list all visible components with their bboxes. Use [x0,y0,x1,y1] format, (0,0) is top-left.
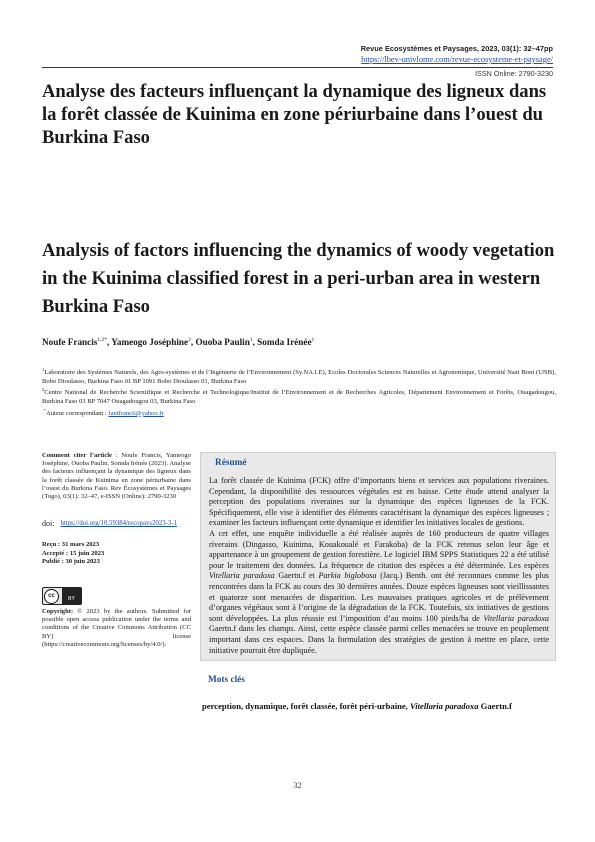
author-name: Yameogo Joséphine [111,337,189,348]
journal-name: Revue Ecosystèmes et Paysages, 2023, 03(1): 32–47pp [360,44,553,53]
affiliation-2: $^2$Centre National de Recherche Scientifique et Recherche et Technologique/Institut de l’Environnement et de Recherches Agricoles, Département Environnement et Forêts, Ouagadougou, Burkina Faso 03 BP 7047 Ouagadougou 03, Burkina Faso [42,387,556,406]
cc-symbol: cc [44,589,59,604]
corresponding-author: *Auteur correspondant : fantfranc6@yahoo.fr [43,407,164,417]
abstract-heading: Résumé [215,458,247,468]
author-sup: 1 [311,337,315,343]
issn: ISSN Online: 2790-3230 [475,69,553,78]
header-rule [42,67,553,68]
journal-header [361,44,553,65]
abstract-paragraph-2: A cet effet, une enquête individuelle a été réalisée auprès de 160 producteurs de quatre villages riverains (Dingasso, Kuinima, Kouakoualé et Farakoba) de la FCK retenus selon leur âge et appartenance à un groupement de gestion forestière. Le logiciel IBM SPPS Statistiques 22 a été utilisé pour le traitement des données. La fréquence de citation des espèces a été déterminée. Les espèces Vitellaria paradoxa Gaertn.f et Parkia biglobosa (Jacq.) Benth. ont été reconnues comme les plus rencontrées dans la FCK au cours des 30 dernières années. Douze espèces ligneuses sont vieillissantes et quatorze sont menacées de disparition. Les mauvaises pratiques agricoles et de prélèvement d’organes végétaux sont à l’origine de la dégradation de la FCK. Toutefois, six initiatives de gestions sont développées. La plus réussie est l’imposition d’au moins 100 pieds/ha de Vitellaria paradoxa Gaertn.f dans les champs. Ainsi, cette espèce classée parmi celles menacées se trouve en peuplement important dans ces espaces. Dans la formulation des stratégies de gestion à mettre en place, cette initiative pourrait être dupliquée. [209,528,549,655]
abstract-box [200,452,556,661]
corresponding-email-link[interactable]: fantfranc6@yahoo.fr [108,409,164,417]
cc-by-license-icon[interactable] [42,587,82,605]
author-name: Somda Irénée [257,337,312,348]
abstract-paragraph-1: La forêt classée de Kuinima (FCK) offre d’importants biens et services aux populations riveraines. Cependant, la disponibilité des ressources végétales est en baisse. Cette étude attend analyser la perception des populations riveraines sur la dynamique des espèces ligneuses de la FCK. Spécifiquement, elle vise à identifier des éléments caractérisant la dynamique des espèces ligneuses ; examiner les facteurs influençant cette dynamique et identifier les initiatives locales de gestions. [209,476,549,528]
doi-link[interactable]: https://doi.org/10.59384/recopays2023-3-1 [60,520,177,528]
author-sup: 1 [249,337,253,343]
keywords-heading: Mots clés [208,675,245,686]
doi-row [42,519,191,528]
authors: Noufe Francis$^{1,2*}$, Yameogo Joséphine$^2$, Ouoba Paulin$^1$, Somda Irénée$^1$ [42,337,315,348]
keywords-text: perception, dynamique, forêt classée, forêt péri-urbaine, Vitellaria paradoxa Gaertn.f [202,701,512,712]
author-sup: 1,2* [97,337,107,343]
copyright-notice: Copyright: © 2023 by the authors. Submitted for possible open access publication under the terms and conditions of the Creative Commons Attribution (CC BY) license (https://creativecommons.org/licenses/by/4.0/). [42,608,191,648]
article-info-sidebar [42,452,191,649]
author-sup: 2 [188,337,191,343]
affiliation-1: $^1$Laboratoire des Systèmes Naturels, des Agro-systèmes et de l’Ingénierie de l’Environnement (Sy.NA.I.E), Ecoles Doctorales Sciences Naturelles et Agronomique, Université Nazi Boni (UNB), Bobo Dioulasso, Burkina Faso 01 BP 1091 Bobo Dioulasso 01, Burkina Faso [42,367,556,385]
cc-by-label: BY [62,588,81,604]
citation: Comment citer l’article : Noufe Francis, Yameogo Joséphine, Ouoba Paulin, Somda Irénée (2023). Analyse des facteurs influençant la dynamique des ligneux dans la forêt classée de Kuinima en zone périurbaine dans l’ouest du Burkina Faso. Rev Écosystèmes et Paysages (Togo), 03(1): 32–47, e-ISSN (Online): 2790-3230 [42,452,191,501]
title-french: Analyse des facteurs influençant la dynamique des ligneux dans la forêt classée de Kuinima en zone périurbaine dans l’ouest du Burkina Faso [42,81,547,148]
received-date: Reçu : 31 mars 2023 [42,541,100,549]
affiliations [42,366,556,419]
article-dates [42,541,191,567]
abstract-section [200,452,556,712]
published-date: Publié : 30 juin 2023 [42,558,100,566]
author-name: Ouoba Paulin [195,337,250,348]
page-number: 32 [293,781,302,790]
journal-url-link[interactable]: https://lbev-univlome.com/revue-ecosysteme-et-paysage/ [361,55,553,64]
author-name: Noufe Francis [42,337,98,348]
accepted-date: Accepté : 15 juin 2023 [42,549,105,557]
abstract-text [207,476,549,656]
doi-label: doi: [42,519,55,529]
title-english: Analysis of factors influencing the dynamics of woody vegetation in the Kuinima classified forest in a peri-urban area in western Burkina Faso [42,240,555,317]
